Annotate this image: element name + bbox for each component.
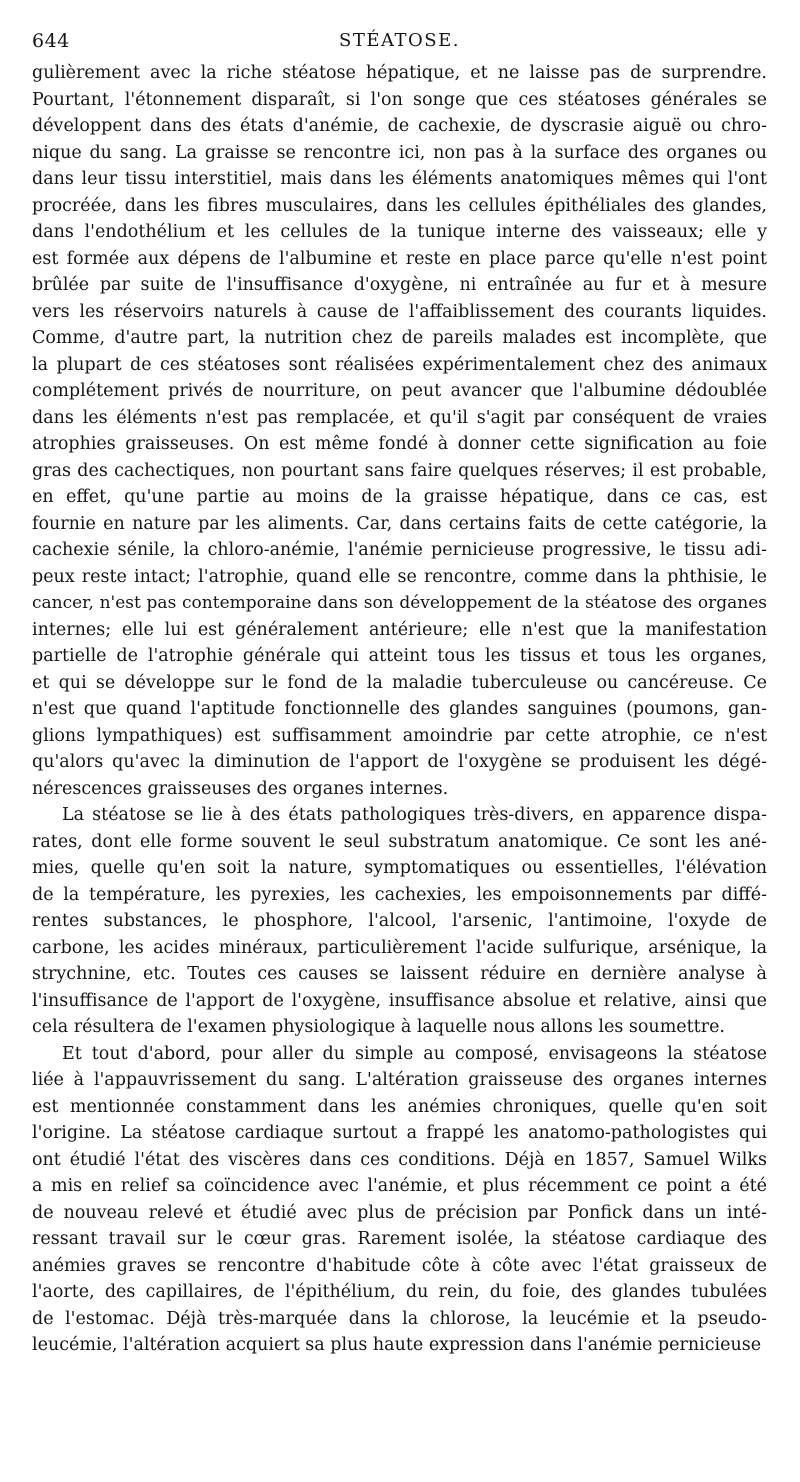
text-line: a mis en relief sa coïncidence avec l'anémie, et plus récemment ce point a été — [32, 1176, 767, 1196]
text-line: gras des cachectiques, non pourtant sans faire quelques réserves; il est probable, — [32, 460, 767, 481]
text-line: cachexie sénile, la chloro-anémie, l'anémie pernicieuse progressive, le tissu adi- — [32, 540, 767, 560]
text-line: l'insuffisance de l'apport de l'oxygène, insuffisance absolue et relative, ainsi que — [32, 990, 767, 1011]
text-line: est formée aux dépens de l'albumine et reste en place parce qu'elle n'est point — [32, 248, 767, 269]
text-line: La stéatose se lie à des états pathologiques très-divers, en apparence dispa- — [62, 805, 767, 825]
text-line: dans les éléments n'est pas remplacée, et qu'il s'agit par conséquent de vraies — [32, 407, 767, 428]
text-line: leucémie, l'altération acquiert sa plus haute expression dans l'anémie pernicieuse — [32, 1335, 762, 1355]
text-line: est mentionnée constamment dans les anémies chroniques, quelle qu'en soit — [32, 1096, 767, 1117]
text-line: de nouveau relevé et étudié avec plus de précision par Ponfick dans un inté- — [32, 1202, 767, 1223]
text-line: et qui se développe sur le fond de la maladie tuberculeuse ou cancéreuse. Ce — [32, 672, 767, 693]
running-title: STÉATOSE. — [339, 30, 460, 51]
body-text — [32, 60, 767, 1359]
text-line: rentes substances, le phosphore, l'alcool, l'arsenic, l'antimoine, l'oxyde de — [32, 911, 767, 931]
text-line: vers les réservoirs naturels à cause de l'affaiblissement des courants liquides. — [32, 301, 767, 322]
text-line: nique du sang. La graisse se rencontre ici, non pas à la surface des organes ou — [32, 142, 767, 163]
text-line: internes; elle lui est généralement antérieure; elle n'est que la manifestation — [32, 619, 767, 640]
text-line: Pourtant, l'étonnement disparaît, si l'on songe que ces stéatoses générales se — [32, 89, 767, 110]
page-header — [32, 30, 767, 60]
text-line: fournie en nature par les aliments. Car, dans certains faits de cette catégorie, la — [32, 513, 767, 534]
text-line: cela résultera de l'examen physiologique à laquelle nous allons les soumettre. — [32, 1017, 725, 1037]
text-line: développent dans des états d'anémie, de cachexie, de dyscrasie aiguë ou chro- — [32, 116, 767, 136]
text-line: Et tout d'abord, pour aller du simple au composé, envisageons la stéatose — [62, 1043, 767, 1064]
text-line: procréée, dans les fibres musculaires, dans les cellules épithéliales des glandes, — [32, 195, 767, 216]
text-line: de la température, les pyrexies, les cachexies, les empoisonnements par diffé- — [32, 884, 767, 905]
text-line: ont étudié l'état des viscères dans ces conditions. Déjà en 1857, Samuel Wilks — [32, 1149, 767, 1170]
text-line: l'origine. La stéatose cardiaque surtout a frappé les anatomo-pathologistes qui — [32, 1123, 767, 1143]
text-line: brûlée par suite de l'insuffisance d'oxygène, ni entraînée au fur et à mesure — [32, 275, 767, 295]
text-line: carbone, les acides minéraux, particulièrement l'acide sulfurique, arsénique, la — [32, 937, 767, 958]
text-line: nérescences graisseuses des organes internes. — [32, 778, 449, 799]
text-line: gulièrement avec la riche stéatose hépatique, et ne laisse pas de surprendre. — [32, 63, 767, 83]
page-number: 644 — [32, 30, 70, 52]
text-line: rates, dont elle forme souvent le seul substratum anatomique. Ce sont les ané- — [32, 831, 767, 852]
text-line: la plupart de ces stéatoses sont réalisées expérimentalement chez des animaux — [32, 354, 767, 375]
text-line: partielle de l'atrophie générale qui atteint tous les tissus et tous les organes, — [32, 646, 767, 666]
text-line: n'est que quand l'aptitude fonctionnelle des glandes sanguines (poumons, gan- — [32, 699, 767, 719]
text-line: complétement privés de nourriture, on peut avancer que l'albumine dédoublée — [32, 381, 767, 401]
text-line: en effet, qu'une partie au moins de la graisse hépatique, dans ce cas, est — [32, 487, 767, 507]
text-line: l'aorte, des capillaires, de l'épithélium, du rein, du foie, des glandes tubulées — [32, 1282, 767, 1302]
text-line: de l'estomac. Déjà très-marquée dans la chlorose, la leucémie et la pseudo- — [32, 1308, 767, 1329]
text-line: anémies graves se rencontre d'habitude côte à côte avec l'état graisseux de — [32, 1255, 767, 1276]
text-line: qu'alors qu'avec la diminution de l'apport de l'oxygène se produisent les dégé- — [32, 752, 767, 772]
text-line: Comme, d'autre part, la nutrition chez de pareils malades est incomplète, que — [32, 328, 767, 348]
text-line: dans leur tissu interstitiel, mais dans les éléments anatomiques mêmes qui l'ont — [32, 169, 767, 189]
text-line: peux reste intact; l'atrophie, quand elle se rencontre, comme dans la phthisie, le — [32, 566, 767, 587]
text-line: atrophies graisseuses. On est même fondé à donner cette signification au foie — [32, 434, 767, 454]
text-line: glions lympathiques) est suffisamment amoindrie par cette atrophie, ce n'est — [32, 725, 767, 746]
text-line: strychnine, etc. Toutes ces causes se laissent réduire en dernière analyse à — [32, 964, 767, 984]
text-line: cancer, n'est pas contemporaine dans son développement de la stéatose des organes — [32, 593, 767, 613]
text-line: ressant travail sur le cœur gras. Rarement isolée, la stéatose cardiaque des — [32, 1229, 767, 1249]
text-line: liée à l'appauvrissement du sang. L'altération graisseuse des organes internes — [32, 1070, 767, 1090]
text-line: mies, quelle qu'en soit la nature, symptomatiques ou essentielles, l'élévation — [32, 858, 767, 878]
text-line: dans l'endothélium et les cellules de la tunique interne des vaisseaux; elle y — [32, 222, 767, 242]
